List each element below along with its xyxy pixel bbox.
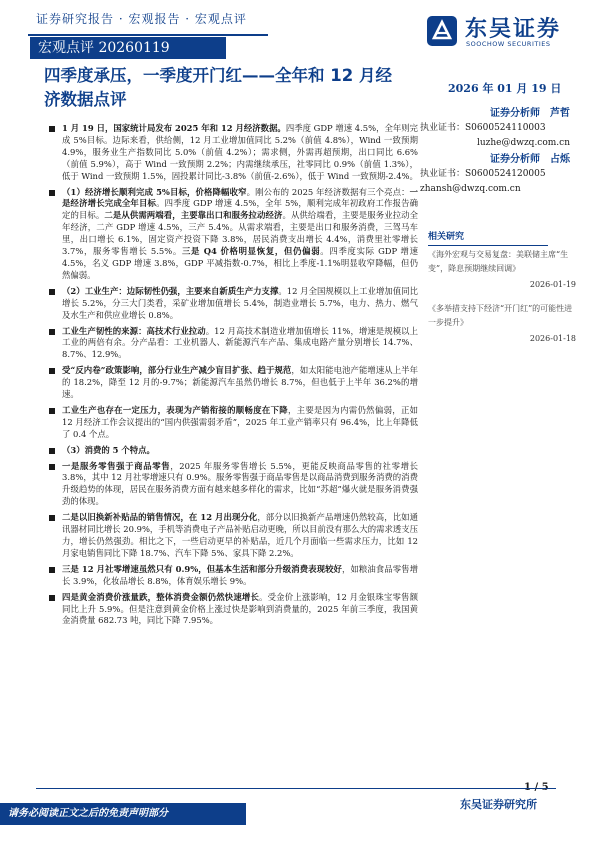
report-type-badge: 宏观点评 20260119 (30, 37, 226, 59)
report-header (0, 0, 595, 64)
bullet-icon (49, 448, 55, 454)
related-link[interactable]: 《多举措支持下经济“开门红”的可能性进一步提升》 (428, 304, 573, 327)
institute-name: 东吴证券研究所 (460, 798, 537, 811)
summary-paragraph: 1 月 19 日，国家统计局发布 2025 年和 12 月经济数据。四季度 GDP 增速 4.5%，全年则完成 5%目标。边际来看，供给侧，12 月工业增加值同比 5.2%（前值 4.8%），Wind 一致预期 4.9%，服务业生产指数同比 5.0%（前值 4.2%）；需求侧，外需再超预期，出口同比 6.6%（前值 5.9%），高于 Wind 一致预期 2.2%；内需继续承压，社零同比 0.9%（前值 1.3%），低于 Wind 一致预期 1.5%，固投累计同比-3.8%（前值-2.6%），低于 Wind 一致预期-2.4%。 (62, 123, 418, 183)
brand-logo (425, 12, 575, 54)
header-rule (28, 34, 268, 36)
analyst-email[interactable]: luzhe@dwzq.com.cn (476, 138, 570, 148)
related-date: 2026-01-19 (529, 280, 576, 289)
related-research-heading: 相关研究 (428, 230, 548, 246)
analyst-email[interactable]: zhansh@dwzq.com.cn (420, 184, 521, 194)
analyst-cert: 执业证书：S0600524120005 (420, 169, 546, 179)
bullet-icon (49, 567, 55, 573)
growth-paragraph: （1）经济增长顺利完成 5%目标，价格降幅收窄。刚公布的 2025 年经济数据有三个亮点：一是经济增长完成全年目标。四季度 GDP 增速 4.5%，全年 5%，顺利完成年初政府工作报告确定的目标。二是从供需两端看，主要靠出口和服务拉动经济。从供给端看，主要是服务业拉动全年经济，二产 GDP 增速 4.5%，三产 5.4%。从需求端看，主要是出口和服务消费，三驾马车里，出口增长 6.1%，固定资产投资下降 3.8%，居民消费支出增长 4.4%，消费里社零增长 3.7%，服务零售增长 5.5%。三是 Q4 价格明显恢复，但仍偏弱。四季度实际 GDP 增速 4.5%，名义 GDP 增速 3.8%，GDP 平减指数-0.7%，相比上季度-1.1%明显收窄降幅，但仍然偏弱。 (62, 187, 418, 282)
logo-text-cn: 东吴证券 (465, 17, 562, 42)
report-category: 证券研究报告 · 宏观报告 · 宏观点评 (36, 12, 247, 26)
industry-paragraph: （2）工业生产：边际韧性仍强，主要来自新质生产力支撑。12 月全国规模以上工业增加值同比增长 5.2%，分三大门类看，采矿业增加值增长 5.4%，制造业增长 5.7%，电力、热力、燃气及水生产和供应业增长 0.8%。 (62, 286, 418, 322)
bullet-icon (49, 595, 55, 601)
bullet-icon (49, 126, 55, 132)
related-date: 2026-01-18 (529, 334, 576, 343)
soochow-logo-icon (425, 14, 459, 48)
consumption-point-3: 三是 12 月社零增速虽然只有 0.9%，但基本生活和部分升级消费表现较好，如粮油食品零售增长 3.9%，化妆品增长 8.8%，体育娱乐增长 9%。 (62, 564, 418, 588)
bullet-icon (49, 289, 55, 295)
report-body (62, 123, 418, 627)
analyst-cert: 执业证书：S0600524110003 (420, 123, 546, 133)
logo-text-en: SOOCHOW SECURITIES (466, 40, 551, 48)
analyst-name: 证券分析师 芦哲 (490, 108, 570, 119)
consumption-point-2: 二是以旧换新补贴品的销售情况，在 12 月出现分化，部分以旧换新产品增速仍然较高，比如通讯器材同比增长 20.9%，手机等消费电子产品补贴启动更晚，所以目前没有那么大的需求透支压力，增长仍然强劲。相比之下，一些启动更早的补贴品，近几个月面临一些需求压力，比如 12 月家电销售同比下降 18.7%、汽车下降 5%、家具下降 2.2%。 (62, 512, 418, 560)
bullet-icon (49, 329, 55, 335)
anti-involution-paragraph: 受“反内卷”政策影响，部分行业生产减少盲目扩张、趋于规范，如太阳能电池产能增速从上半年的 18.2%，降至 12 月的-9.7%；新能源汽车虽然仍增长 8.7%，但也低于上半年 36.2%的增速。 (62, 365, 418, 401)
bullet-icon (49, 408, 55, 414)
bullet-icon (49, 515, 55, 521)
consumption-point-1: 一是服务零售强于商品零售，2025 年服务零售增长 5.5%，更能反映商品零售的社零增长 3.8%，其中 12 月社零增速只有 0.9%。服务零售强于商品零售是以商品消费到服务消费的消费升级趋势的体现，居民在服务消费方面有越来越多样化的需求，比如“苏超”爆火就是服务消费强劲的体现。 (62, 461, 418, 509)
bullet-icon (49, 190, 55, 196)
bullet-icon (49, 464, 55, 470)
consumption-point-4: 四是黄金消费价涨量跌，整体消费金额仍然快速增长。受金价上涨影响，12 月金银珠宝零售额同比上升 5.9%。但是注意到黄金价格上涨过快是影响到消费量的，2025 年前三季度，我国黄金消费量 682.73 吨，同比下降 7.95%。 (62, 592, 418, 628)
footer-rule (36, 788, 556, 789)
analyst-name: 证券分析师 占烁 (490, 154, 570, 165)
related-link[interactable]: 《海外宏观与交易复盘：美联储主席“生变”，降息预期继续回调》 (428, 250, 569, 273)
report-title: 四季度承压，一季度开门红——全年和 12 月经济数据点评 (44, 66, 392, 109)
hightech-paragraph: 工业生产韧性的来源：高技术行业拉动。12 月高技术制造业增加值增长 11%，增速是规模以上工业的两倍有余。分产品看：工业机器人、新能源汽车产品、集成电路产量分别增长 14.7%、8.7%、12.9%。 (62, 326, 418, 362)
consumption-heading: （3）消费的 5 个特点。 (62, 445, 418, 457)
report-date: 2026 年 01 月 19 日 (448, 82, 562, 95)
bullet-icon (49, 368, 55, 374)
related-research (428, 230, 576, 356)
analyst-panel (420, 106, 570, 197)
production-pressure-paragraph: 工业生产也存在一定压力，表现为产销衔接的顺畅度在下降，主要是因为内需仍然偏弱，正如 12 月经济工作会议提出的“国内供强需弱矛盾”，2025 年工业产销率只有 96.4%，比上年降低了 0.4 个点。 (62, 405, 418, 441)
disclaimer-banner: 请务必阅读正文之后的免责声明部分 (0, 803, 246, 825)
